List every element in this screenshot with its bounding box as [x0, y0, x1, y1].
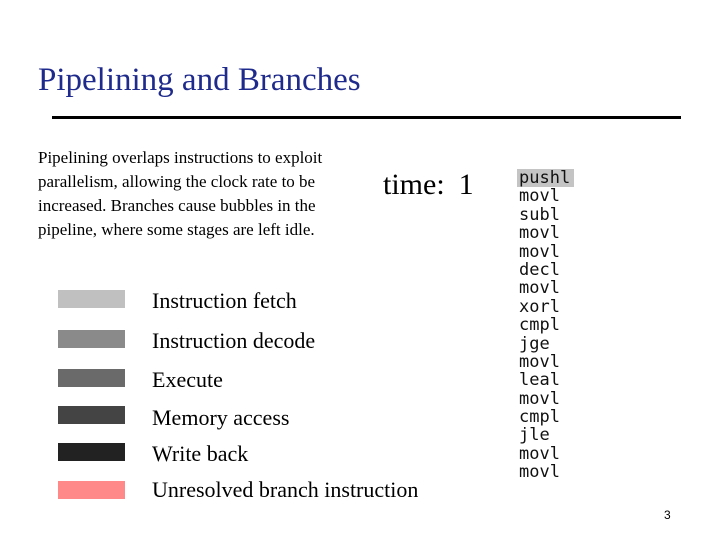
- legend-label-unresolved-branch: Unresolved branch instruction: [152, 477, 419, 502]
- time-label: time:: [383, 168, 445, 201]
- instruction-item: leal: [519, 370, 560, 391]
- legend-label-memory: Memory access: [152, 405, 290, 430]
- instruction-item: cmpl: [519, 315, 560, 336]
- instruction-item: jle: [519, 425, 550, 446]
- time-value: 1: [458, 168, 474, 201]
- instruction-item: movl: [519, 351, 560, 372]
- instruction-item: movl: [519, 388, 560, 409]
- legend-swatch-writeback: [58, 443, 125, 461]
- title-divider: [52, 116, 681, 119]
- instruction-item: pushl: [517, 169, 574, 187]
- legend-swatch-memory: [58, 406, 125, 424]
- legend-swatch-unresolved-branch: [58, 481, 125, 499]
- instruction-item: movl: [519, 443, 560, 464]
- legend-label-decode: Instruction decode: [152, 328, 316, 353]
- instruction-item: cmpl: [519, 407, 560, 428]
- instruction-item: decl: [519, 259, 560, 280]
- legend-swatch-execute: [58, 369, 125, 387]
- legend-label-fetch: Instruction fetch: [152, 288, 297, 313]
- instruction-item: movl: [519, 186, 560, 207]
- legend-label-execute: Execute: [152, 367, 223, 392]
- legend-swatch-fetch: [58, 290, 125, 308]
- instruction-item: subl: [519, 204, 560, 225]
- slide-title: Pipelining and Branches: [38, 62, 361, 98]
- instruction-item: movl: [519, 223, 560, 244]
- instruction-item: jge: [519, 333, 550, 354]
- intro-paragraph: Pipelining overlaps instructions to exploit parallelism, allowing the clock rate to be increased. Branches cause bubbles in the pipeline, where some stages are left idle.: [38, 148, 323, 239]
- legend-label-writeback: Write back: [152, 441, 249, 466]
- instruction-item: xorl: [519, 296, 560, 317]
- instruction-item: movl: [519, 241, 560, 262]
- instruction-item: movl: [519, 462, 560, 483]
- legend-swatch-decode: [58, 330, 125, 348]
- instruction-item: movl: [519, 278, 560, 299]
- page-number: 3: [664, 508, 671, 522]
- instruction-list: [517, 169, 574, 482]
- time-readout: [383, 168, 474, 202]
